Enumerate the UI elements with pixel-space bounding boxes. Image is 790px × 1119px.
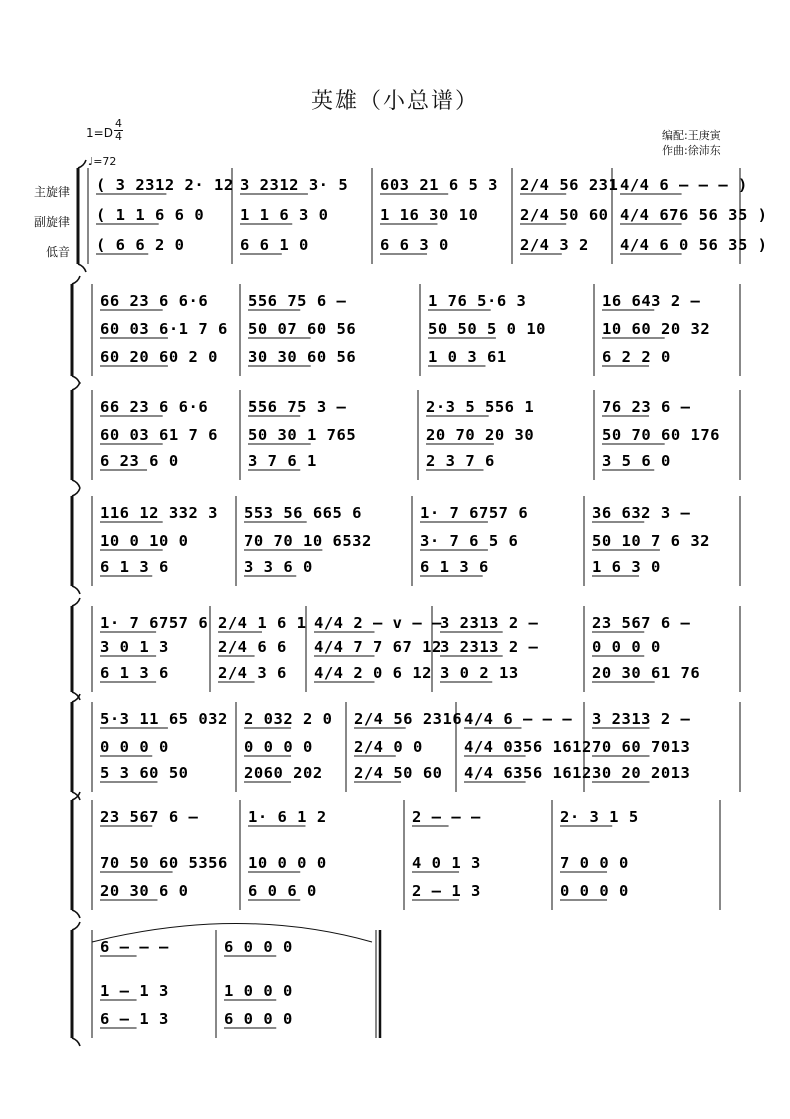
system-brace (72, 694, 80, 800)
key-signature: 1=D (86, 126, 113, 140)
system-brace (72, 276, 80, 384)
measure-notes: 66 23 6 6·6 (100, 398, 209, 416)
measure-notes: 16 643 2 – (602, 292, 701, 310)
score-system (72, 488, 740, 594)
score-system (72, 598, 740, 700)
measure-notes: 6 1 3 6 (420, 558, 489, 576)
measure-notes: 0 0 0 0 (560, 882, 629, 900)
measure-notes: 1 – 1 3 (100, 982, 169, 1000)
measure-notes: 23 567 6 – (592, 614, 691, 632)
measure-notes: 6 1 3 6 (100, 558, 169, 576)
measure-notes: 0 0 0 0 (244, 738, 313, 756)
measure-notes: 10 60 20 32 (602, 320, 711, 338)
measure-notes: 6 0 0 0 (224, 1010, 293, 1028)
measure-notes: 23 567 6 – (100, 808, 199, 826)
measure-notes: 30 20 2013 (592, 764, 691, 782)
measure-notes: 50 10 7 6 32 (592, 532, 710, 550)
measure-notes: 556 75 3 – (248, 398, 347, 416)
measure-notes: 1· 7 6757 6 (100, 614, 209, 632)
measure-notes: 2/4 1 6 1 (218, 614, 307, 632)
measure-notes: 1 76 5·6 3 (428, 292, 527, 310)
system-brace (72, 488, 80, 594)
score-system (72, 922, 380, 1046)
measure-notes: 4/4 676 56 35 ) (620, 206, 768, 224)
measure-notes: 10 0 10 0 (100, 532, 189, 550)
measure-notes: 50 70 60 176 (602, 426, 720, 444)
measure-notes: 3 5 6 0 (602, 452, 671, 470)
measure-notes: 70 50 60 5356 (100, 854, 228, 872)
measure-notes: 2/4 50 60 (354, 764, 443, 782)
measure-notes: 20 30 61 76 (592, 664, 701, 682)
measure-notes: 603 21 6 5 3 (380, 176, 498, 194)
measure-notes: 2 – 1 3 (412, 882, 481, 900)
score-system (72, 792, 720, 918)
measure-notes: 70 70 10 6532 (244, 532, 372, 550)
measure-notes: 3 3 6 0 (244, 558, 313, 576)
measure-notes: 5·3 11 65 032 (100, 710, 228, 728)
measure-notes: 3 2313 2 – (592, 710, 691, 728)
measure-notes: 3 2312 3· 5 (240, 176, 349, 194)
measure-notes: 553 56 665 6 (244, 504, 362, 522)
measure-notes: 6 0 6 0 (248, 882, 317, 900)
measure-notes: 60 03 61 7 6 (100, 426, 218, 444)
measure-notes: 7 0 0 0 (560, 854, 629, 872)
measure-notes: 6 2 2 0 (602, 348, 671, 366)
measure-notes: 66 23 6 6·6 (100, 292, 209, 310)
measure-notes: 4/4 6 – – – (464, 710, 573, 728)
measure-notes: 36 632 3 – (592, 504, 691, 522)
measure-notes: 1· 7 6757 6 (420, 504, 529, 522)
measure-notes: 2· 3 1 5 (560, 808, 639, 826)
measure-notes: 2/4 0 0 (354, 738, 423, 756)
system-brace (72, 792, 80, 918)
arranger: 编配:王庚寅 (662, 129, 721, 142)
measure-notes: 116 12 332 3 (100, 504, 218, 522)
measure-notes: 6 0 0 0 (224, 938, 293, 956)
measure-notes: 76 23 6 – (602, 398, 691, 416)
measure-notes: 4/4 6 0 56 35 ) (620, 236, 768, 254)
measure-notes: 10 0 0 0 (248, 854, 327, 872)
measure-notes: 4/4 2 0 6 12 (314, 664, 432, 682)
measure-notes: 4/4 7 7 67 12 (314, 638, 442, 656)
tempo-marking: ♩=72 (88, 155, 117, 168)
measure-notes: 2·3 5 556 1 (426, 398, 535, 416)
measure-notes: 2060 202 (244, 764, 323, 782)
measure-notes: 20 30 6 0 (100, 882, 189, 900)
measure-notes: 3 2313 2 – (440, 638, 539, 656)
measure-notes: 6 6 3 0 (380, 236, 449, 254)
measure-notes: 2/4 6 6 (218, 638, 287, 656)
measure-notes: 6 – – – (100, 938, 169, 956)
measure-notes: 2 032 2 0 (244, 710, 333, 728)
measure-notes: ( 3 2312 2· 12 (96, 176, 234, 194)
measure-notes: 4 0 1 3 (412, 854, 481, 872)
measure-notes: 6 23 6 0 (100, 452, 179, 470)
measure-notes: 70 60 7013 (592, 738, 691, 756)
measure-notes: 50 30 1 765 (248, 426, 357, 444)
measure-notes: 3 0 2 13 (440, 664, 519, 682)
measure-notes: 1 16 30 10 (380, 206, 479, 224)
measure-notes: 30 30 60 56 (248, 348, 357, 366)
measure-notes: ( 6 6 2 0 (96, 236, 185, 254)
measure-notes: 5 3 60 50 (100, 764, 189, 782)
measure-notes: 4/4 2 – v – – (314, 614, 442, 632)
measure-notes: 50 50 5 0 10 (428, 320, 546, 338)
measure-notes: 4/4 0356 1612 (464, 738, 592, 756)
measure-notes: 2/4 56 2316 (354, 710, 463, 728)
measure-notes: 1 0 3 61 (428, 348, 507, 366)
measure-notes: 6 6 1 0 (240, 236, 309, 254)
measure-notes: 6 1 3 6 (100, 664, 169, 682)
measure-notes: 3· 7 6 5 6 (420, 532, 519, 550)
measure-notes: 556 75 6 – (248, 292, 347, 310)
measure-notes: 1 0 0 0 (224, 982, 293, 1000)
score-system (72, 382, 740, 488)
measure-notes: 3 0 1 3 (100, 638, 169, 656)
label-harmony: 副旋律 (33, 215, 70, 229)
measure-notes: 2/4 50 60 (520, 206, 609, 224)
label-melody: 主旋律 (33, 185, 70, 199)
measure-notes: 2 3 7 6 (426, 452, 495, 470)
measure-notes: 4/4 6356 1612 (464, 764, 592, 782)
measure-notes: 60 20 60 2 0 (100, 348, 218, 366)
system-brace (72, 922, 80, 1046)
system-brace (78, 160, 86, 272)
measure-notes: 50 07 60 56 (248, 320, 357, 338)
score-system (72, 276, 740, 384)
measure-notes: 6 – 1 3 (100, 1010, 169, 1028)
measure-notes: 3 2313 2 – (440, 614, 539, 632)
measure-notes: 2/4 3 6 (218, 664, 287, 682)
measure-notes: 4/4 6 – – – ) (620, 176, 748, 194)
measure-notes: 1 1 6 3 0 (240, 206, 329, 224)
system-brace (72, 382, 80, 488)
measure-notes: 0 0 0 0 (592, 638, 661, 656)
composer: 作曲:徐沛东 (662, 144, 721, 157)
measure-notes: 1· 6 1 2 (248, 808, 327, 826)
label-bass: 低音 (45, 245, 70, 259)
measure-notes: 20 70 20 30 (426, 426, 535, 444)
meter-bottom: 4 (115, 130, 122, 143)
measure-notes: 2/4 56 231 (520, 176, 619, 194)
measure-notes: 60 03 6·1 7 6 (100, 320, 228, 338)
measure-notes: 2/4 3 2 (520, 236, 589, 254)
measure-notes: ( 1 1 6 6 0 (96, 206, 205, 224)
measure-notes: 3 7 6 1 (248, 452, 317, 470)
measure-notes: 2 – – – (412, 808, 481, 826)
system-brace (72, 598, 80, 700)
measure-notes: 1 6 3 0 (592, 558, 661, 576)
measure-notes: 0 0 0 0 (100, 738, 169, 756)
page-title: 英雄（小总谱） (310, 89, 479, 114)
meter-top: 4 (115, 117, 122, 130)
score-system (72, 694, 740, 800)
score-system (78, 160, 767, 272)
